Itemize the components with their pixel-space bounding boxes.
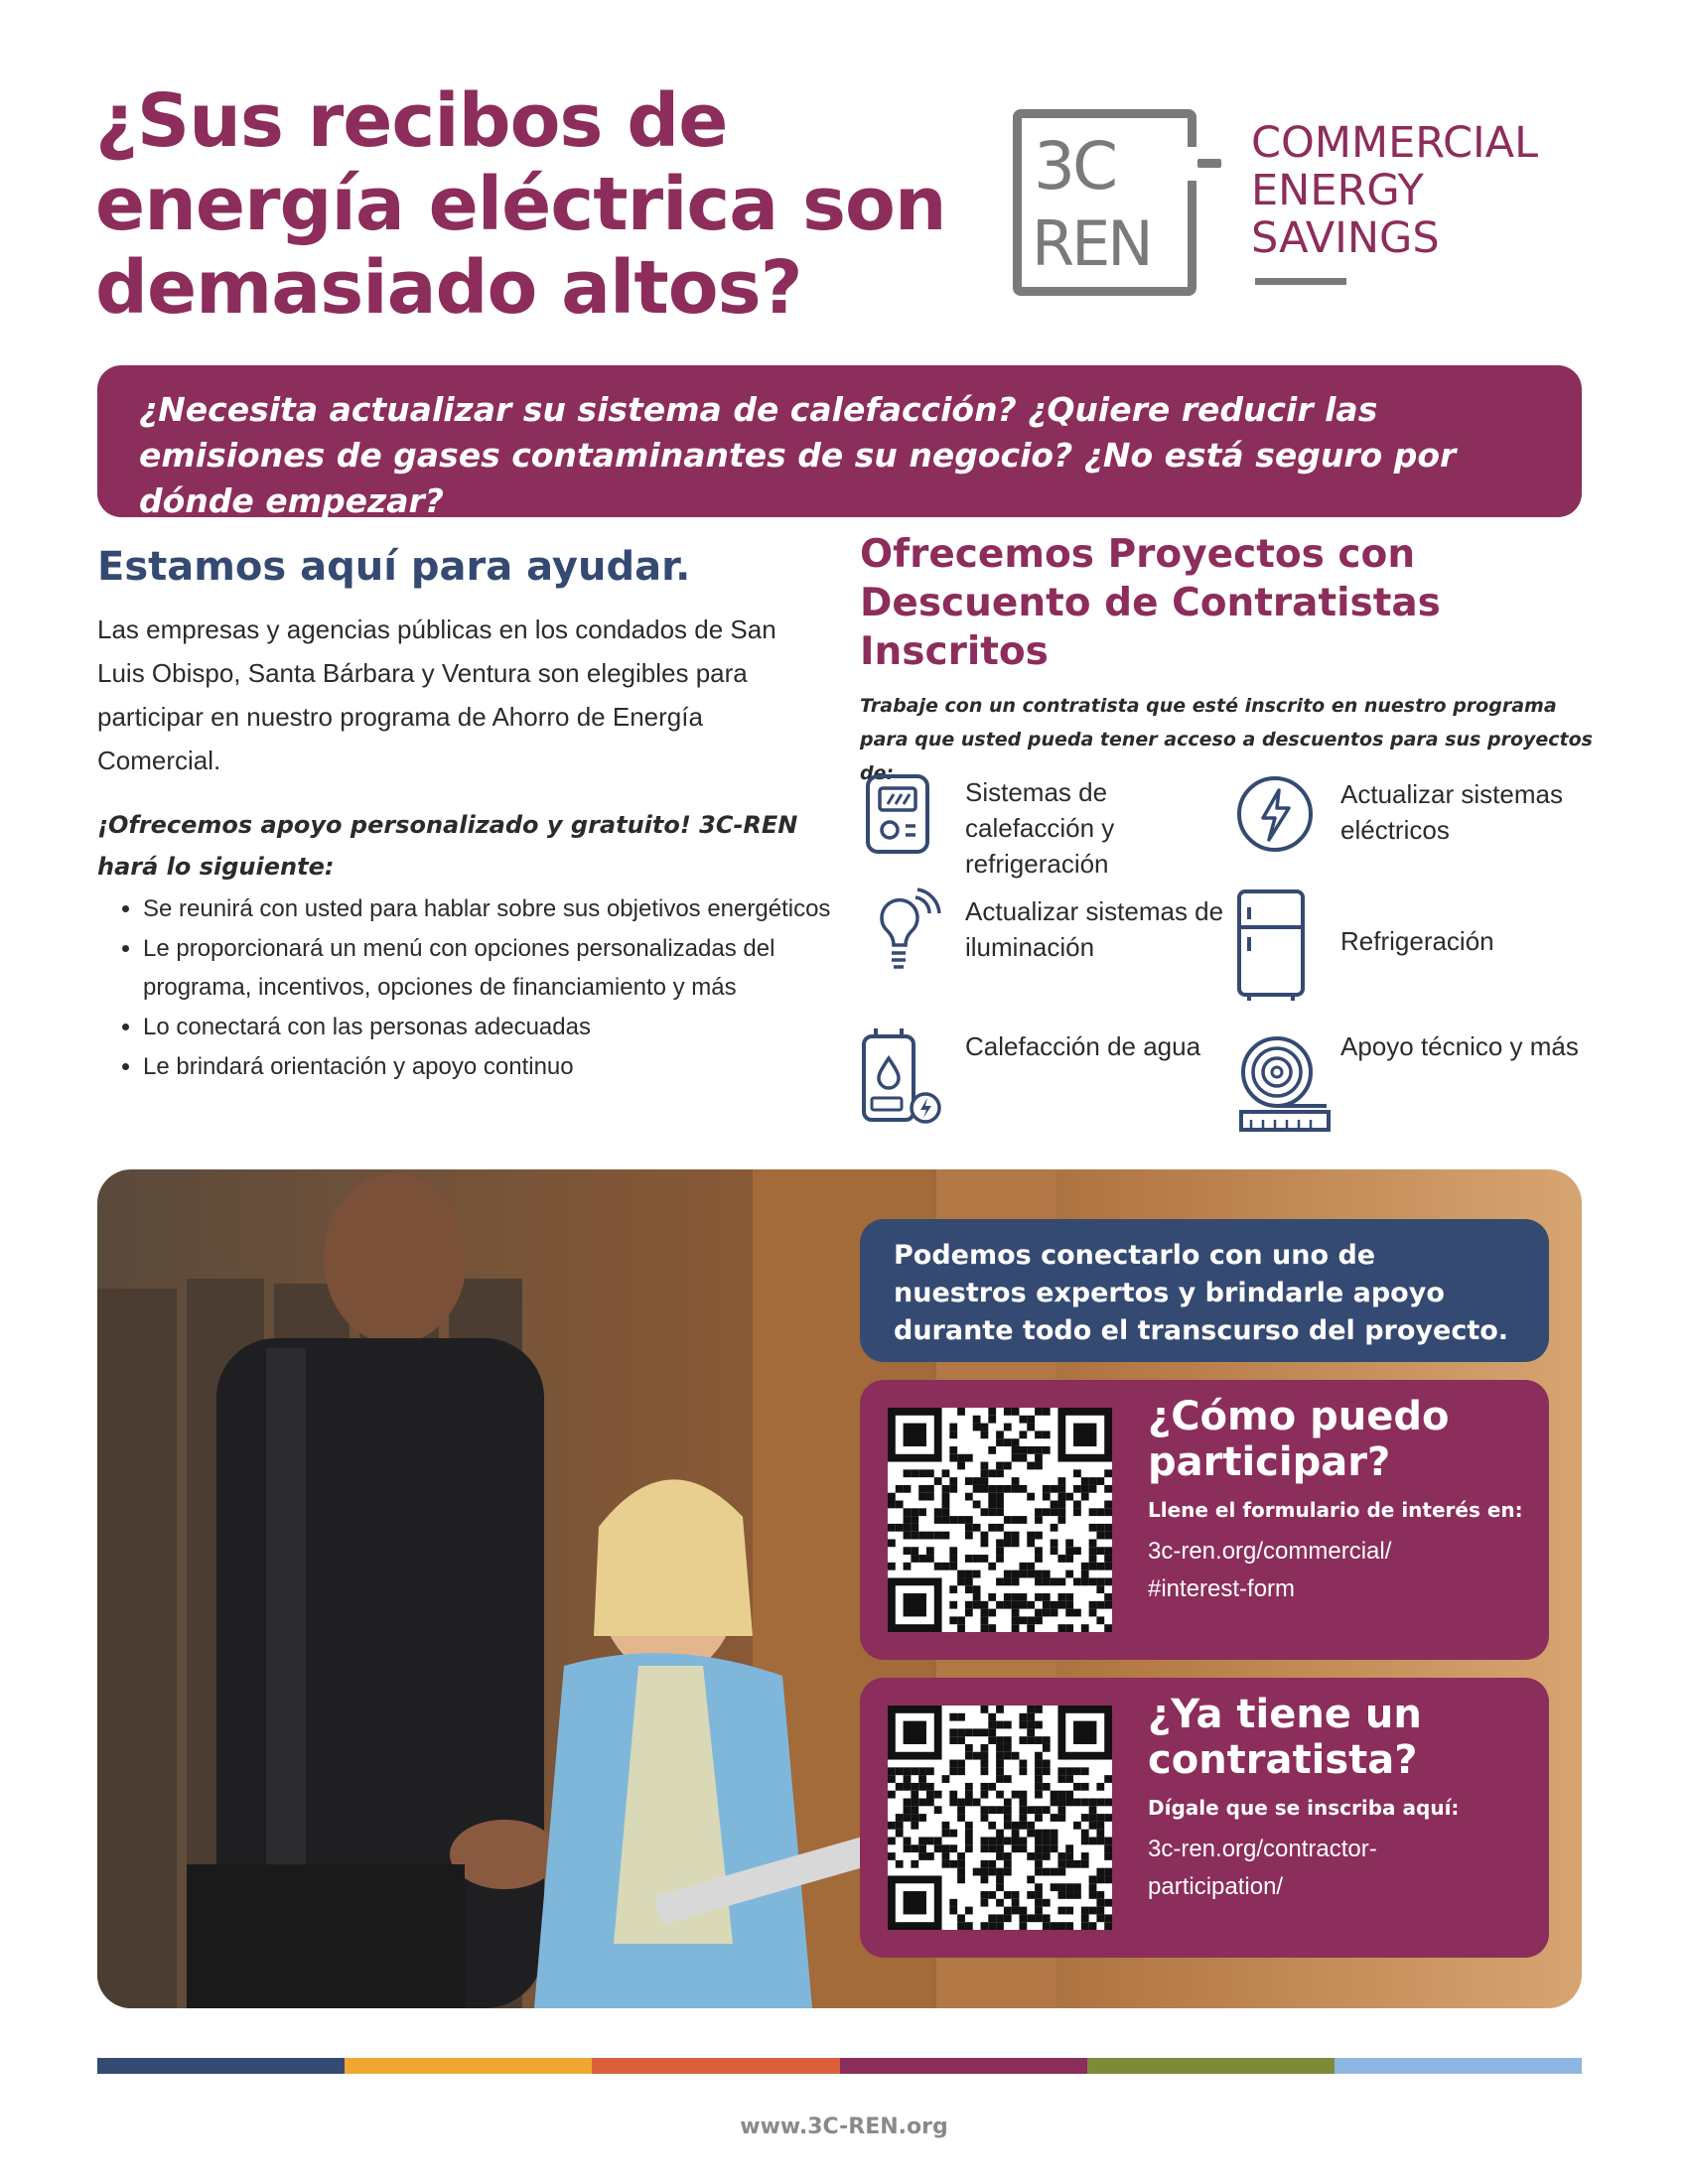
- support-item: • Lo conectará con las personas adecuadas: [143, 1008, 858, 1046]
- logo-mark-bottom: REN: [1032, 207, 1151, 280]
- service-technical-support: [1235, 1028, 1593, 1138]
- service-water-heating: [860, 1028, 1217, 1138]
- expert-text: Podemos conectarlo con uno de nuestros expertos y brindarle apoyo durante todo el transcurso del proyecto.: [894, 1240, 1509, 1346]
- logo-word: SAVINGS: [1251, 213, 1440, 263]
- insulation-roll-icon: [1235, 1028, 1325, 1138]
- interest-form-qr-code[interactable]: [888, 1408, 1112, 1632]
- color-bar-segment: [345, 2058, 592, 2074]
- service-label: Apoyo técnico y más: [1340, 1031, 1579, 1061]
- refrigerator-icon: [1235, 887, 1325, 997]
- service-label: Sistemas de calefacción y refrigeración: [965, 777, 1115, 879]
- support-item: • Le brindará orientación y apoyo continuo: [143, 1047, 858, 1086]
- contractor-card: [860, 1678, 1549, 1958]
- support-item: • Le proporcionará un menú con opciones personalizadas del programa, incentivos, opciones de financiamiento y más: [143, 929, 858, 1007]
- interest-form-card: [860, 1380, 1549, 1660]
- footer-website[interactable]: www.3C-REN.org: [740, 2115, 948, 2139]
- 3c-ren-logo: [1013, 109, 1589, 308]
- color-bar-segment: [840, 2058, 1087, 2074]
- help-body: Las empresas y agencias públicas en los condados de San Luis Obispo, Santa Bárbara y Ventura son elegibles para participar en nuestro programa de Ahorro de Energía Comercial.: [97, 614, 776, 775]
- link-line[interactable]: 3c-ren.org/commercial/: [1148, 1538, 1392, 1565]
- service-label: Actualizar sistemas de iluminación: [965, 896, 1224, 962]
- question-banner: [97, 365, 1582, 520]
- color-bar-segment: [592, 2058, 839, 2074]
- support-lead: ¡Ofrecemos apoyo personalizado y gratuito! 3C-REN hará lo siguiente:: [97, 811, 798, 881]
- logo-underline: [1255, 278, 1346, 285]
- logo-word: ENERGY: [1251, 166, 1424, 215]
- service-label: Refrigeración: [1340, 926, 1494, 956]
- service-label: Calefacción de agua: [965, 1031, 1201, 1061]
- logo-mark: [1013, 109, 1196, 296]
- link-line[interactable]: participation/: [1148, 1873, 1284, 1900]
- light-bulb-icon: [860, 887, 949, 997]
- water-heater-icon: [860, 1028, 949, 1138]
- contractor-link[interactable]: [1148, 1831, 1535, 1906]
- service-hvac: [860, 770, 1217, 880]
- help-heading: Estamos aquí para ayudar.: [97, 544, 691, 590]
- logo-word: COMMERCIAL: [1251, 118, 1539, 168]
- page-headline: ¿Sus recibos de energía eléctrica son demasiado altos?: [95, 78, 946, 331]
- interest-form-title: ¿Cómo puedo participar?: [1148, 1394, 1450, 1485]
- service-electrical: [1235, 770, 1593, 880]
- service-refrigeration: [1235, 887, 1593, 997]
- service-lighting: [860, 887, 1224, 997]
- interest-form-link[interactable]: [1148, 1533, 1535, 1608]
- expert-callout: [860, 1219, 1549, 1362]
- color-bar-segment: [1335, 2058, 1582, 2074]
- interest-form-lead: Llene el formulario de interés en:: [1148, 1498, 1523, 1522]
- thermostat-icon: [860, 770, 949, 880]
- link-line[interactable]: #interest-form: [1148, 1575, 1296, 1602]
- footer-color-bar: [97, 2058, 1582, 2074]
- contractor-lead: Dígale que se inscriba aquí:: [1148, 1796, 1460, 1820]
- logo-dash: [1184, 147, 1225, 181]
- link-line[interactable]: 3c-ren.org/contractor-: [1148, 1836, 1377, 1862]
- banner-text: ¿Necesita actualizar su sistema de calefacción? ¿Quiere reducir las emisiones de gases contaminantes de su negocio? ¿No está seguro por dónde empezar?: [139, 390, 1457, 520]
- color-bar-segment: [1087, 2058, 1335, 2074]
- contractor-qr-code[interactable]: [888, 1706, 1112, 1930]
- service-label: Actualizar sistemas eléctricos: [1340, 779, 1563, 845]
- offer-subtitle: Trabaje con un contratista que esté inscrito en nuestro programa para que usted pueda tener acceso a descuentos para sus proyectos de:: [860, 695, 1593, 784]
- lightning-icon: [1235, 770, 1325, 880]
- offer-heading: Ofrecemos Proyectos con Descuento de Contratistas Inscritos: [860, 532, 1441, 674]
- color-bar-segment: [97, 2058, 345, 2074]
- support-list: [97, 889, 858, 1087]
- support-item: • Se reunirá con usted para hablar sobre sus objetivos energéticos: [143, 889, 858, 928]
- logo-wordmark: [1251, 119, 1538, 262]
- contractor-title: ¿Ya tiene un contratista?: [1148, 1692, 1422, 1783]
- logo-mark-top: 3C: [1034, 128, 1116, 205]
